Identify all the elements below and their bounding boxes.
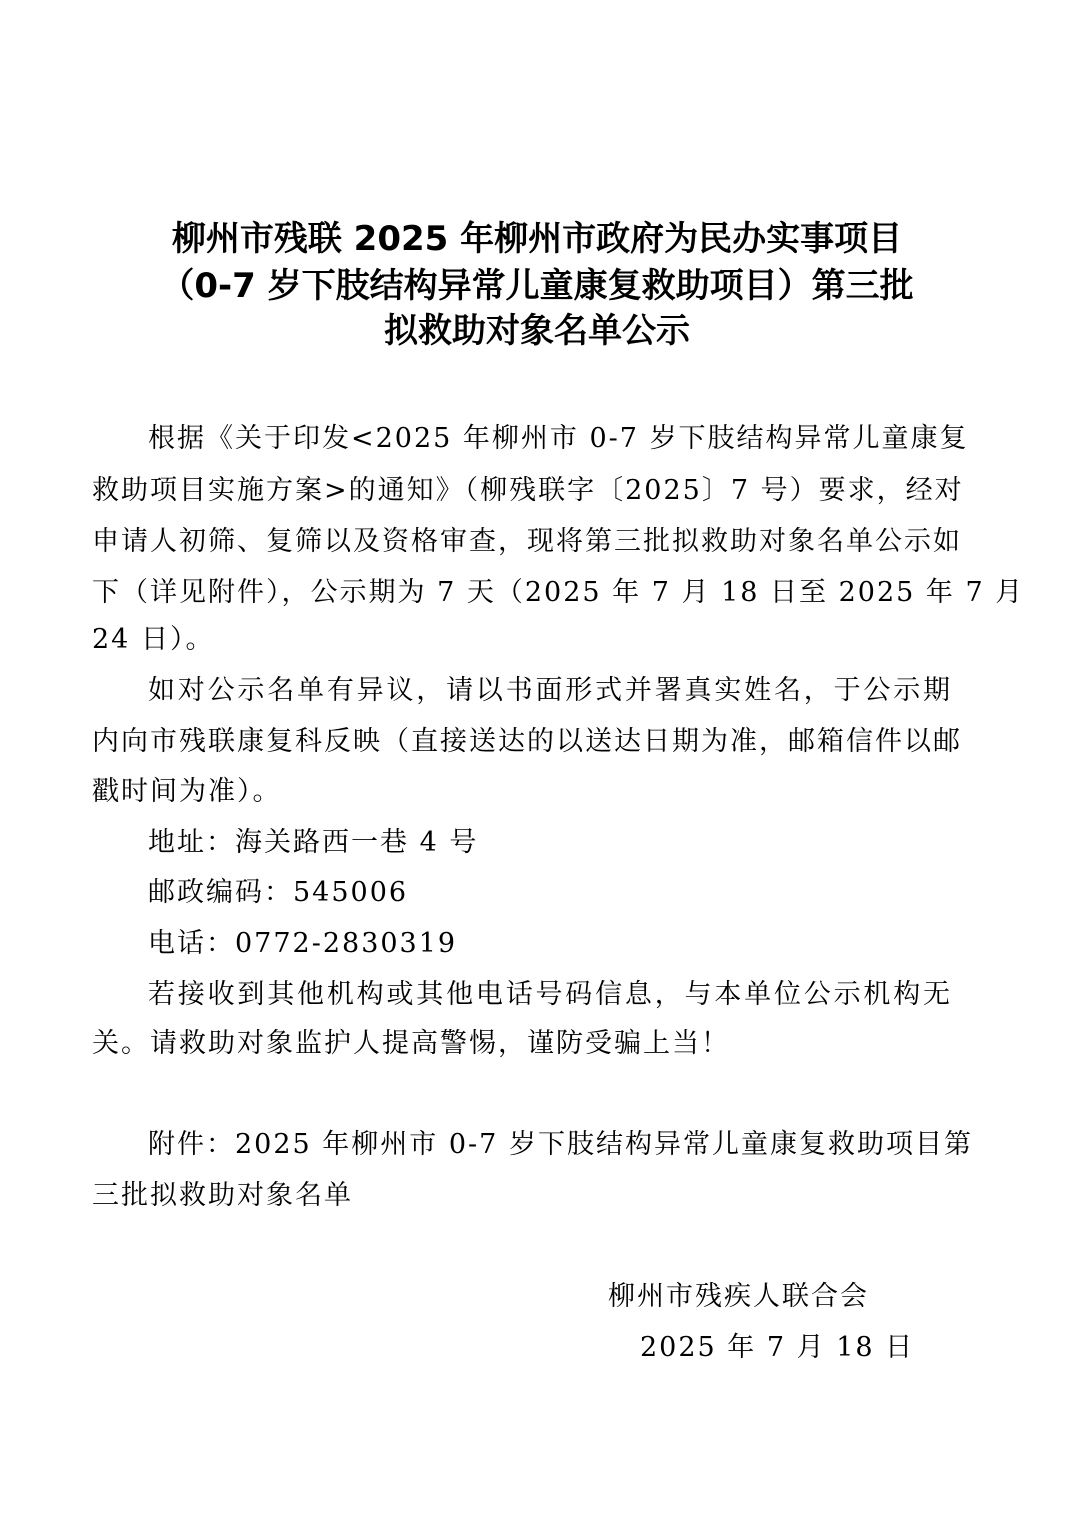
issuing-organization: 柳州市残疾人联合会 — [608, 1281, 869, 1312]
attachment-line: 三批拟救助对象名单 — [92, 1180, 353, 1211]
paragraph-1-line: 救助项目实施方案>的通知》（柳残联字〔2025〕7 号）要求，经对 — [92, 475, 964, 506]
address-line: 地址：海关路西一巷 4 号 — [148, 827, 479, 858]
paragraph-1-line: 根据《关于印发<2025 年柳州市 0-7 岁下肢结构异常儿童康复 — [148, 423, 969, 454]
paragraph-2-line: 内向市残联康复科反映（直接送达的以送达日期为准，邮箱信件以邮 — [92, 726, 962, 757]
document-title-line-2: （0-7 岁下肢结构异常儿童康复救助项目）第三批 — [160, 266, 914, 306]
paragraph-1-line: 申请人初筛、复筛以及资格审查，现将第三批拟救助对象名单公示如 — [92, 526, 962, 557]
document-title-line-1: 柳州市残联 2025 年柳州市政府为民办实事项目 — [171, 219, 903, 259]
warning-line: 关。请救助对象监护人提高警惕，谨防受骗上当！ — [92, 1028, 730, 1059]
paragraph-2-line: 如对公示名单有异议，请以书面形式并署真实姓名，于公示期 — [148, 675, 952, 706]
paragraph-1-line: 下（详见附件），公示期为 7 天（2025 年 7 月 18 日至 2025 年 7 月 — [92, 577, 1025, 608]
warning-line: 若接收到其他机构或其他电话号码信息，与本单位公示机构无 — [148, 979, 952, 1010]
issue-date: 2025 年 7 月 18 日 — [640, 1332, 915, 1363]
attachment-line: 附件：2025 年柳州市 0-7 岁下肢结构异常儿童康复救助项目第 — [148, 1129, 973, 1160]
document-title-line-3: 拟救助对象名单公示 — [384, 311, 690, 351]
paragraph-2-line: 戳时间为准）。 — [92, 776, 282, 807]
phone-line: 电话：0772-2830319 — [148, 928, 458, 959]
paragraph-1-line: 24 日）。 — [92, 624, 215, 655]
postcode-line: 邮政编码：545006 — [148, 877, 409, 908]
